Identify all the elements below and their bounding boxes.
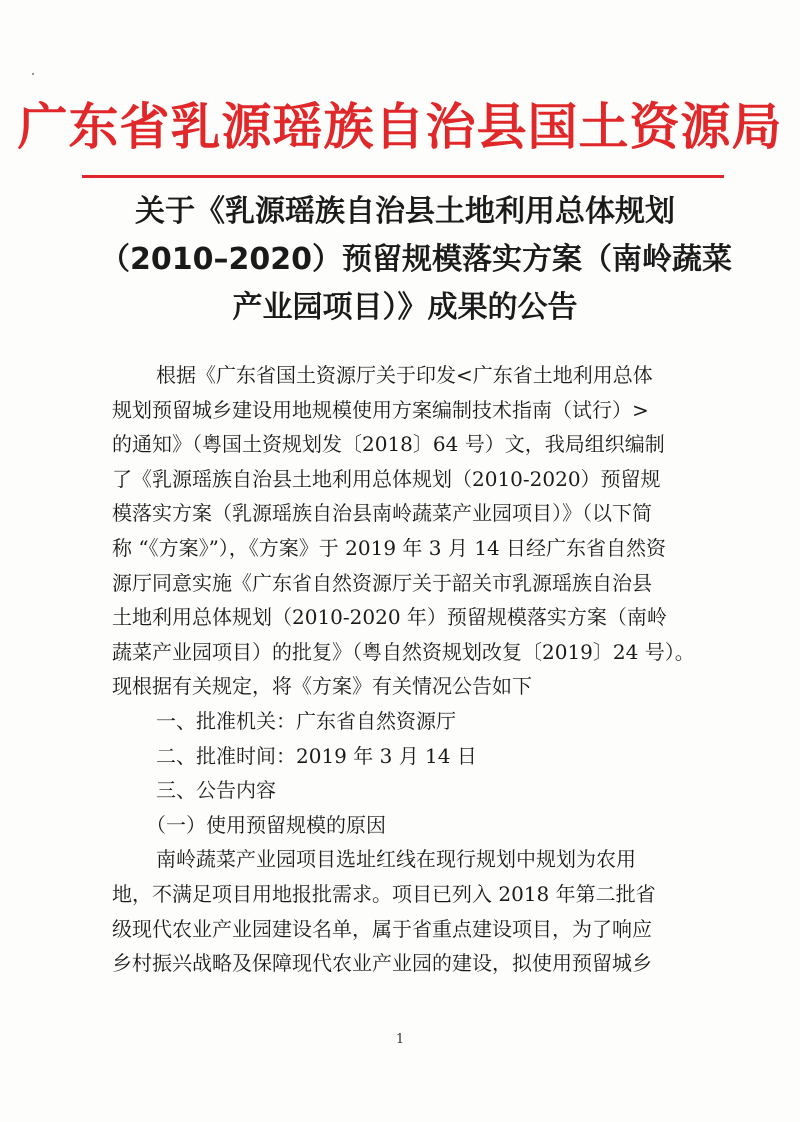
section-heading-approval-date: 二、批准时间：2019 年 3 月 14 日 — [156, 743, 477, 768]
body-line: 级现代农业产业园建设名单，属于省重点建设项目，为了响应 — [112, 916, 652, 941]
body-line: 土地利用总体规划（2010-2020 年）预留规模落实方案（南岭 — [112, 605, 667, 630]
title-line-3: 产业园项目）》成果的公告 — [232, 290, 578, 325]
section-heading-approval-authority: 一、批准机关：广东省自然资源厅 — [156, 708, 456, 733]
body-line: 地，不满足项目用地报批需求。项目已列入 2018 年第二批省 — [112, 881, 656, 906]
red-divider-line — [82, 175, 724, 178]
subsection-heading-reason: （一）使用预留规模的原因 — [146, 812, 386, 837]
body-line: 称 “《方案》”），《方案》于 2019 年 3 月 14 日经广东省自然资 — [112, 535, 667, 560]
title-line-1: 关于《乳源瑶族自治县土地利用总体规划 — [135, 194, 675, 229]
body-line: 根据《广东省国土资源厅关于印发<广东省土地利用总体 — [156, 363, 653, 387]
body-line: 了《乳源瑶族自治县土地利用总体规划（2010-2020）预留规 — [112, 466, 661, 491]
title-line-2: （2010–2020）预留规模落实方案（南岭蔬菜 — [100, 242, 732, 277]
issuer-header: 广东省乳源瑶族自治县国土资源局 — [17, 97, 783, 156]
body-line: 模落实方案（乳源瑶族自治县南岭蔬菜产业园项目）》（以下简 — [112, 501, 652, 526]
scan-speck — [32, 73, 34, 75]
body-line: 源厅同意实施《广东省自然资源厅关于韶关市乳源瑶族自治县 — [112, 570, 652, 595]
section-heading-announcement-content: 三、公告内容 — [156, 778, 276, 803]
body-line: 乡村振兴战略及保障现代农业产业园的建设，拟使用预留城乡 — [112, 951, 652, 976]
page-number: 1 — [395, 1032, 405, 1047]
body-line: 现根据有关规定，将《方案》有关情况公告如下 — [112, 674, 532, 699]
document-body — [112, 358, 712, 981]
body-line: 的通知》（粤国土资规划发〔2018〕64 号）文，我局组织编制 — [112, 432, 665, 457]
body-line: 规划预留城乡建设用地规模使用方案编制技术指南（试行）> — [112, 397, 649, 422]
body-line: 蔬菜产业园项目）的批复》（粤自然资规划改复〔2019〕24 号）。 — [112, 639, 695, 664]
document-title — [100, 188, 732, 332]
body-line: 南岭蔬菜产业园项目选址红线在现行规划中规划为农用 — [156, 847, 636, 872]
